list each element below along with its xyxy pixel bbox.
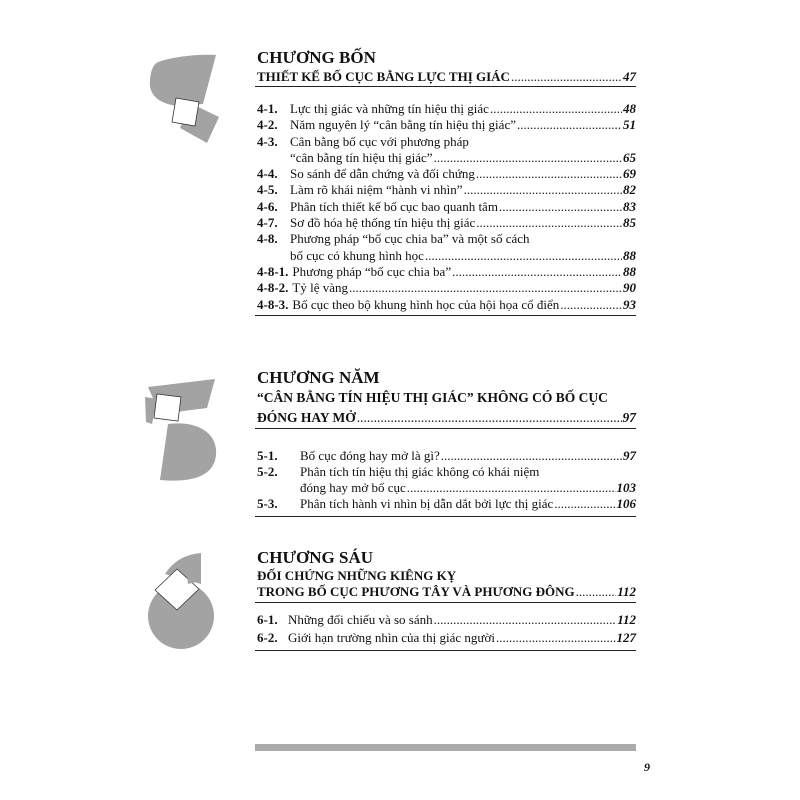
gray-small-square-shape [186, 563, 201, 584]
toc-entry-title: Phương pháp “bố cục chia ba” [292, 263, 452, 279]
toc-entry [255, 117, 636, 133]
dot-leader [560, 297, 622, 313]
toc-entry-number: 4-7. [257, 215, 278, 231]
toc-entry-line [255, 215, 636, 231]
chapter-title-line [255, 568, 636, 584]
dot-leader [499, 199, 622, 215]
toc-entry [255, 280, 636, 296]
chapter-title [255, 69, 636, 85]
chapter-title-text: THIẾT KẾ BỐ CỤC BẰNG LỰC THỊ GIÁC [257, 69, 510, 84]
toc-entry-list [255, 611, 636, 647]
dot-leader [434, 150, 622, 166]
toc-entry-title: Phương pháp “bố cục chia ba” và một số cách [290, 231, 530, 247]
toc-entry-number: 6-2. [257, 630, 278, 645]
dot-leader [464, 182, 622, 198]
toc-entry-line [255, 101, 636, 117]
toc-entry-line [255, 231, 636, 247]
toc-entry-number: 4-8-2. [257, 280, 289, 296]
chapter-page-number: 47 [623, 69, 636, 84]
toc-entry-title: Giới hạn trường nhìn của thị giác người [288, 630, 495, 645]
toc-entry-title: Sơ đồ hóa hệ thống tín hiệu thị giác [290, 215, 476, 231]
white-square-shape [154, 394, 181, 421]
toc-entry-number: 6-1. [257, 612, 278, 627]
dot-leader [554, 496, 615, 512]
toc-entry [255, 448, 636, 464]
section-rule [255, 650, 636, 651]
dot-leader [517, 117, 622, 133]
toc-entry-page-number: 97 [623, 448, 636, 463]
toc-entry [255, 166, 636, 182]
toc-entry-page-number: 127 [616, 630, 636, 645]
page-number: 9 [644, 760, 650, 774]
toc-entry-number: 4-1. [257, 101, 278, 116]
toc-entry-title: bố cục có khung hình học [290, 247, 424, 263]
toc-entry-title: đóng hay mở bố cục [300, 480, 406, 495]
toc-entry-title: Tỷ lệ vàng [292, 280, 349, 296]
dot-leader [576, 584, 617, 600]
toc-entry-page-number: 82 [623, 182, 636, 198]
toc-entry-page-number: 106 [616, 496, 636, 511]
toc-entry-title: “cân bằng tín hiệu thị giác” [290, 149, 433, 165]
toc-entry-number: 4-2. [257, 117, 278, 133]
toc-entry-number: 4-8-1. [257, 263, 289, 279]
chapter-title-text: “CÂN BẰNG TÍN HIỆU THỊ GIÁC” KHÔNG CÓ BỐ CỤC [257, 390, 608, 405]
toc-entry-number: 5-1. [257, 448, 278, 463]
toc-entry-number: 4-5. [257, 182, 278, 198]
title-rule [255, 86, 636, 87]
dot-leader [349, 280, 622, 296]
toc-entry-title: Cân bằng bố cục với phương pháp [290, 133, 469, 149]
toc-entry-title: So sánh để dẫn chứng và đối chứng [290, 166, 475, 182]
toc-entry-page-number: 48 [623, 101, 636, 116]
chapter-heading: CHƯƠNG BỐN [257, 48, 376, 67]
chapter-title-text: ĐỐI CHỨNG NHỮNG KIÊNG KỴ [257, 568, 457, 583]
toc-entry-line [255, 134, 636, 150]
chapter-title [255, 568, 636, 600]
white-square-shape [172, 98, 199, 126]
chapter-5-numeral-graphic [138, 374, 223, 486]
toc-entry-title: Bố cục theo bộ khung hình học của hội họa cổ điển [292, 296, 560, 312]
dot-leader [434, 611, 617, 629]
chapter-title-line [255, 584, 636, 600]
toc-entry-line [255, 611, 636, 629]
chapter-4-numeral-graphic [138, 50, 223, 150]
chapter-title-line [255, 388, 636, 408]
dot-leader [511, 69, 622, 85]
toc-entry-title: Làm rõ khái niệm “hành vi nhìn” [290, 182, 463, 198]
toc-entry-page-number: 51 [623, 117, 636, 133]
chapter-section-4 [255, 48, 636, 316]
chapter-page-number: 112 [617, 584, 636, 599]
chapter-6-numeral-graphic [138, 548, 223, 653]
toc-entry-line [255, 496, 636, 512]
dot-leader [425, 248, 622, 264]
dot-leader [496, 629, 616, 647]
toc-entry [255, 297, 636, 313]
gray-wedge-shape [150, 55, 216, 106]
toc-entry-page-number: 93 [623, 296, 636, 312]
toc-entry-number: 4-3. [257, 133, 278, 149]
toc-entry-page-number: 85 [623, 215, 636, 231]
toc-entry-page-number: 83 [623, 198, 636, 214]
chapter-title [255, 388, 636, 428]
chapter-heading: CHƯƠNG NĂM [257, 368, 380, 387]
toc-entry-line [255, 248, 636, 264]
toc-entry [255, 496, 636, 512]
footer-bar [255, 744, 636, 751]
dot-leader [407, 480, 616, 496]
toc-entry-line [255, 280, 636, 296]
toc-entry-page-number: 69 [623, 166, 636, 182]
section-rule [255, 516, 636, 517]
toc-entry-line [255, 297, 636, 313]
toc-entry-page-number: 90 [623, 280, 636, 296]
toc-entry-page-number: 65 [623, 149, 636, 165]
toc-entry-title: Lực thị giác và những tín hiệu thị giác [290, 101, 489, 116]
chapter-title-text: ĐÓNG HAY MỞ [257, 410, 356, 425]
toc-entry [255, 215, 636, 231]
toc-entry-line [255, 166, 636, 182]
toc-entry-page-number: 103 [616, 480, 636, 495]
chapter-section-6 [255, 548, 636, 651]
toc-entry [255, 199, 636, 215]
dot-leader [490, 101, 622, 117]
toc-entry [255, 182, 636, 198]
toc-entry-list [255, 101, 636, 313]
toc-entry-title: Năm nguyên lý “cân bằng tín hiệu thị giác” [290, 117, 516, 133]
dot-leader [441, 448, 622, 464]
dot-leader [452, 264, 622, 280]
toc-entry-number: 4-8-3. [257, 296, 289, 312]
toc-entry [255, 101, 636, 117]
toc-entry-title: Bố cục đóng hay mở là gì? [300, 448, 440, 463]
toc-entry-line [255, 150, 636, 166]
chapter-title-text: TRONG BỐ CỤC PHƯƠNG TÂY VÀ PHƯƠNG ĐÔNG [257, 584, 575, 599]
chapter-title-line [255, 408, 636, 428]
chapter-page-number: 97 [622, 410, 636, 425]
toc-entry-line [255, 464, 636, 480]
toc-entry-title: Phân tích thiết kế bố cục bao quanh tâm [290, 198, 498, 214]
toc-entry-page-number: 112 [617, 612, 636, 627]
title-rule [255, 602, 636, 603]
toc-entry-number: 4-4. [257, 166, 278, 182]
toc-entry [255, 264, 636, 280]
toc-entry [255, 464, 636, 496]
toc-entry-number: 4-8. [257, 231, 278, 247]
toc-entry-page-number: 88 [623, 247, 636, 263]
toc-entry-list [255, 448, 636, 512]
toc-entry-title: Những đối chiếu và so sánh [288, 612, 433, 627]
chapter-heading: CHƯƠNG SÁU [257, 548, 374, 567]
chapter-section-5 [255, 368, 636, 517]
toc-entry [255, 134, 636, 167]
dot-leader [476, 215, 622, 231]
toc-entry-line [255, 264, 636, 280]
toc-entry-title: Phân tích tín hiệu thị giác không có khái niệm [300, 464, 540, 479]
dot-leader [357, 408, 622, 428]
toc-entry-line [255, 182, 636, 198]
toc-entry-number: 5-2. [257, 464, 278, 479]
title-rule [255, 428, 636, 429]
chapter-title-line [255, 69, 636, 85]
toc-entry-page-number: 88 [623, 263, 636, 279]
gray-half-disc-shape [160, 423, 216, 480]
toc-entry-number: 5-3. [257, 496, 278, 511]
section-rule [255, 315, 636, 316]
toc-entry [255, 629, 636, 647]
toc-entry [255, 611, 636, 629]
toc-entry-line [255, 117, 636, 133]
toc-entry [255, 231, 636, 264]
toc-entry-number: 4-6. [257, 198, 278, 214]
toc-entry-line [255, 629, 636, 647]
dot-leader [476, 166, 622, 182]
toc-entry-line [255, 448, 636, 464]
toc-entry-title: Phân tích hành vi nhìn bị dẫn dắt bởi lực thị giác [300, 496, 554, 511]
toc-entry-line [255, 199, 636, 215]
toc-entry-line [255, 480, 636, 496]
